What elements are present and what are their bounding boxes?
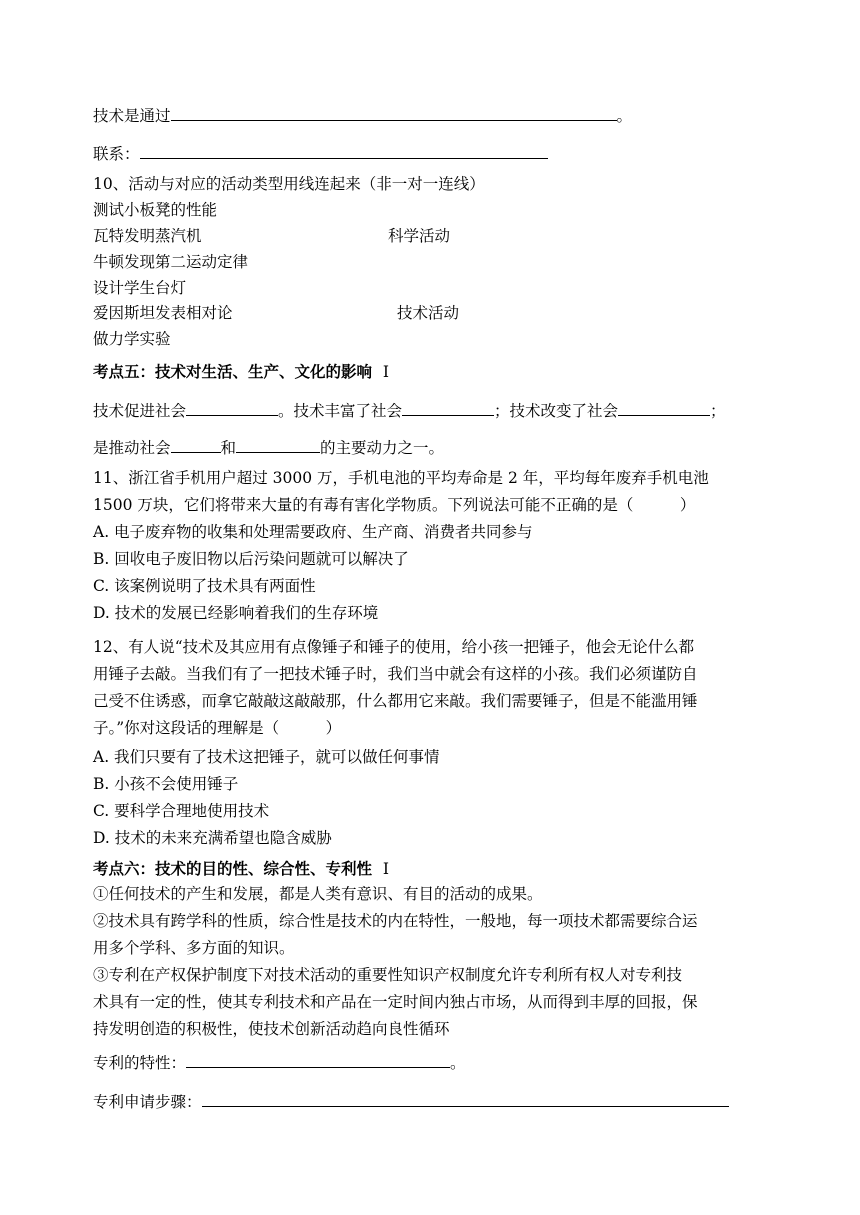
answer-blank[interactable]: [186, 399, 278, 416]
q12-option: B. 小孩不会使用锤子: [93, 775, 239, 793]
q10-left-item: 瓦特发明蒸汽机: [93, 227, 202, 245]
answer-blank[interactable]: [618, 399, 710, 416]
answer-blank[interactable]: [171, 436, 221, 453]
q11-option: A. 电子废弃物的收集和处理需要政府、生产商、消费者共同参与: [93, 523, 533, 541]
q12-stem: 己受不住诱惑，而拿它敲敲这敲敲那，什么都用它来敲。我们需要锤子，但是不能滥用锤: [93, 692, 698, 710]
patent-feature-line: 专利的特性： 。: [93, 1051, 466, 1074]
q12-option: C. 要科学合理地使用技术: [93, 802, 270, 820]
kd5-fill-line-2: 是推动社会 和 的主要动力之一。: [93, 436, 444, 459]
q12-stem: 12、有人说“技术及其应用有点像锤子和锤子的使用，给小孩一把锤子，他会无论什么都: [93, 638, 695, 656]
q11-option: B. 回收电子废旧物以后污染问题就可以解决了: [93, 550, 409, 568]
kd6-paragraph: ①任何技术的产生和发展，都是人类有意识、有目的活动的成果。: [93, 885, 543, 903]
q12-option: D. 技术的未来充满希望也隐含威胁: [93, 829, 332, 847]
q11-option: C. 该案例说明了技术具有两面性: [93, 577, 316, 595]
blank-line-relation: 联系：: [93, 142, 548, 165]
q11-stem: 11、浙江省手机用户超过 3000 万，手机电池的平均寿命是 2 年，平均每年废弃手机电池: [93, 469, 709, 487]
blank-line-technology: 技术是通过 。: [93, 104, 632, 127]
kd6-paragraph: 用多个学科、多方面的知识。: [93, 939, 295, 957]
q10-left-item: 牛顿发现第二运动定律: [93, 253, 249, 271]
q10-right-item: 科学活动: [388, 227, 451, 245]
kd6-paragraph: ②技术具有跨学科的性质，综合性是技术的内在特性，一般地，每一项技术都需要综合运: [93, 912, 698, 930]
q10-left-item: 设计学生台灯: [93, 279, 187, 297]
q11-option: D. 技术的发展已经影响着我们的生存环境: [93, 604, 379, 622]
q12-option: A. 我们只要有了技术这把锤子，就可以做任何事情: [93, 748, 440, 766]
kd6-paragraph: 术具有一定的性，使其专利技术和产品在一定时间内独占市场，从而得到丰厚的回报，保: [93, 993, 698, 1011]
q10-left-item: 爱因斯坦发表相对论: [93, 304, 233, 322]
answer-blank[interactable]: [140, 142, 548, 159]
q10-title: 10、活动与对应的活动类型用线连起来（非一对一连线）: [93, 175, 485, 193]
section-heading-kd6: 考点六：技术的目的性、综合性、专利性 Ⅰ: [93, 859, 389, 878]
kd6-paragraph: ③专利在产权保护制度下对技术活动的重要性知识产权制度允许专利所有权人对专利技: [93, 966, 683, 984]
q10-right-item: 技术活动: [397, 304, 460, 322]
kd6-paragraph: 持发明创造的积极性，使技术创新活动趋向良性循环: [93, 1020, 450, 1038]
answer-blank[interactable]: [402, 399, 494, 416]
answer-blank[interactable]: [171, 104, 617, 121]
q10-left-item: 做力学实验: [93, 330, 171, 348]
answer-blank[interactable]: [236, 436, 320, 453]
answer-blank[interactable]: [186, 1051, 450, 1068]
patent-steps-line: 专利申请步骤：: [93, 1090, 729, 1113]
kd5-fill-line-1: 技术促进社会 。技术丰富了社会 ；技术改变了社会 ；: [93, 399, 726, 422]
q10-left-item: 测试小板凳的性能: [93, 201, 218, 219]
q11-stem: 1500 万块，它们将带来大量的有毒有害化学物质。下列说法可能不正确的是（ ）: [93, 496, 696, 514]
answer-blank[interactable]: [202, 1090, 729, 1107]
q12-stem: 子。”你对这段话的理解是（ ）: [93, 719, 342, 737]
section-heading-kd5: 考点五：技术对生活、生产、文化的影响 Ⅰ: [93, 362, 389, 381]
q12-stem: 用锤子去敲。当我们有了一把技术锤子时，我们当中就会有这样的小孩。我们必须谨防自: [93, 665, 698, 683]
